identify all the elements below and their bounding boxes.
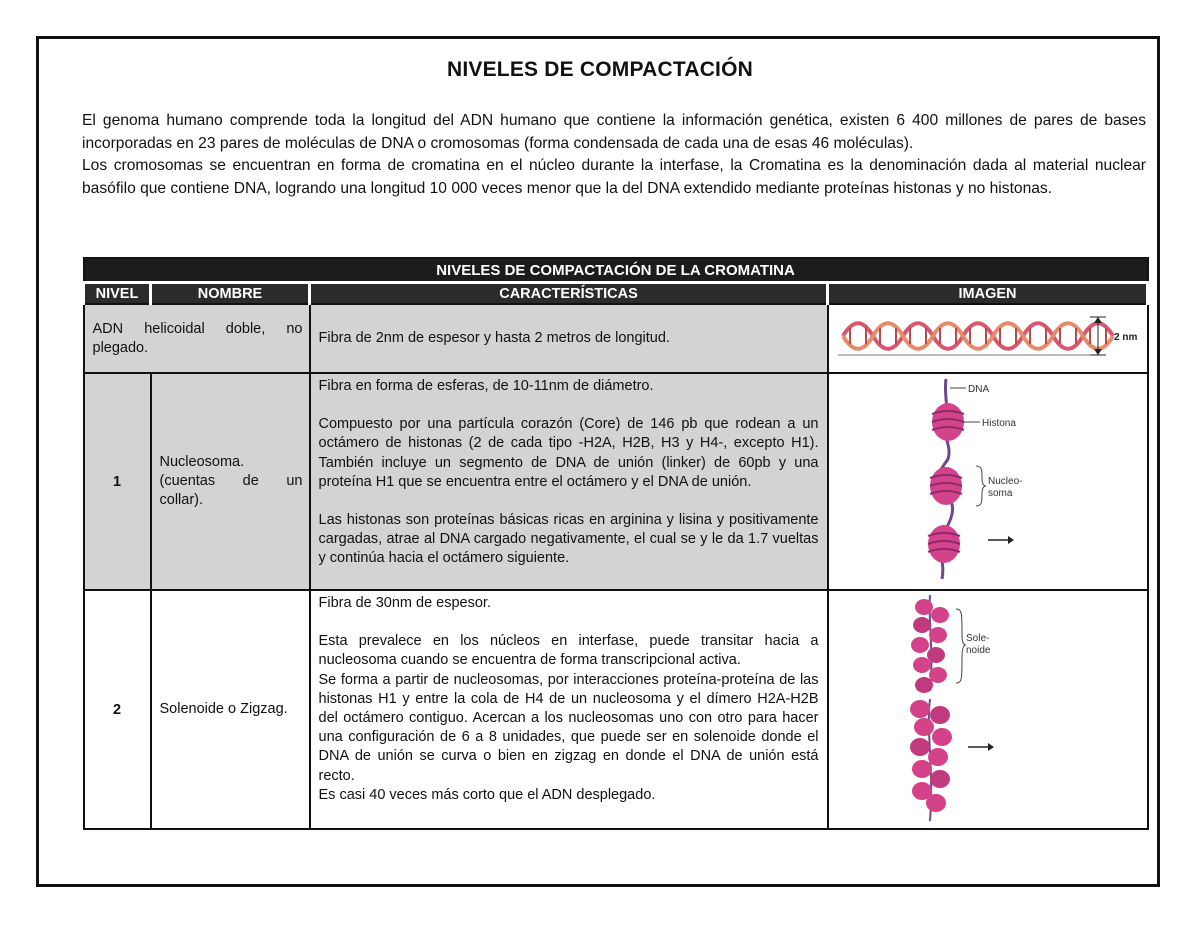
- header-caracteristicas: CARACTERÍSTICAS: [310, 283, 828, 305]
- table-caption: NIVELES DE COMPACTACIÓN DE LA CROMATINA: [84, 258, 1148, 283]
- dna-scale-label: 2 nm: [1113, 332, 1137, 343]
- row2-caracteristicas: [310, 590, 828, 829]
- header-nombre: NOMBRE: [151, 283, 310, 305]
- row1-caracteristicas: [310, 373, 828, 590]
- solenoide-label-1: Sole-: [965, 633, 989, 644]
- row1-nivel: 1: [84, 373, 151, 590]
- row0-carac-line: Fibra de 2nm de espesor y hasta 2 metros de longitud.: [318, 330, 670, 347]
- histone-bead-2: [930, 467, 962, 505]
- solenoid-bracket: [956, 609, 966, 683]
- chromatin-table: [82, 257, 1149, 830]
- row1-carac-p1: Fibra en forma de esferas, de 10-11nm de diámetro.: [318, 378, 654, 394]
- nucleosoma-label-2: soma: [987, 488, 1012, 499]
- header-imagen: IMAGEN: [828, 283, 1148, 305]
- row2-nombre: Solenoide o Zigzag.: [151, 590, 310, 829]
- row1-carac-p3: Las histonas son proteínas básicas ricas en arginina y lisina y positivamente cargadas, atrae al DNA cargado negativamente, el cual se y le da 1.7 vueltas y continúa hacia el octámero siguiente.: [318, 512, 819, 567]
- row0-caracteristicas: [310, 304, 828, 373]
- histona-label: Histona: [981, 418, 1016, 429]
- dna-helix-strands: [838, 323, 1113, 355]
- table-row: [84, 373, 1148, 590]
- table-row: [84, 304, 1148, 373]
- nucleosoma-label-1: Nucleo-: [987, 476, 1022, 487]
- scale-arrow-icon: [1090, 317, 1106, 355]
- row1-image: [828, 373, 1148, 590]
- dna-label: DNA: [967, 384, 989, 395]
- row2-carac-p3: Se forma a partir de nucleosomas, por interacciones proteína-proteína de las histonas H1 y entre la cola de H4 de un nucleosoma y el dímero H2A-H2B del octámero contiguo. Acercan a los nucleosomas uno con otro para hacer una configuración de 6 a 8 unidades, que puede ser en solenoide donde el DNA de unión se curva o bien en zigzag en donde el DNA de unión está recto.: [318, 671, 819, 784]
- header-nivel: NIVEL: [84, 283, 151, 305]
- row2-carac-p1: Fibra de 30nm de espesor.: [318, 595, 491, 611]
- dna-helix-illustration: [838, 311, 1138, 361]
- row1-carac-p2: Compuesto por una partícula corazón (Core) de 146 pb que rodean a un octámero de histonas (2 de cada tipo -H2A, H2B, H3 y H4-, excepto H1). También incluye un segmento de DNA de unión (linker) de 60pb y una proteína H1 que se encuentra entre el octámero y el DNA de unión.: [318, 416, 819, 490]
- intro-paragraph-2: Los cromosomas se encuentran en forma de cromatina en el núcleo durante la interfase, la Cromatina es la denominación dada al material nuclear basófilo que contiene DNA, logrando una longitud 10 000 veces menor que la del DNA extendido mediante proteínas histonas y no histonas.: [82, 157, 1146, 197]
- histone-bead-3: [928, 525, 960, 563]
- page-title: NIVELES DE COMPACTACIÓN: [446, 58, 753, 81]
- intro-text: [82, 110, 1146, 200]
- row2-nivel: 2: [84, 590, 151, 829]
- row2-carac-p4: Es casi 40 veces más corto que el ADN desplegado.: [318, 786, 656, 803]
- intro-paragraph-1: El genoma humano comprende toda la longitud del ADN humano que contiene la información genética, existen 6 400 millones de pares de bases incorporadas en 23 pares de moléculas de DNA o cromosomas (forma condensada de cada una de esas 46 moléculas).: [82, 112, 1146, 152]
- row0-nombre: ADN helicoidal doble, no plegado.: [84, 304, 310, 373]
- row2-carac-p2: Esta prevalece en los núcleos en interfase, puede transitar hacia a nucleosoma cuando se encuentra de forma transcripcional activa.: [318, 633, 819, 669]
- table-row: [84, 590, 1148, 829]
- arrow-right-icon: [968, 743, 994, 751]
- arrow-right-icon: [988, 536, 1014, 544]
- solenoid-illustration: [868, 591, 1108, 823]
- row1-nombre: Nucleosoma. (cuentas de un collar).: [151, 373, 310, 590]
- solenoid-fiber-bottom: [910, 699, 952, 821]
- row2-image: [828, 590, 1148, 829]
- row0-image: [828, 304, 1148, 373]
- nucleosome-illustration: [868, 374, 1108, 584]
- solenoid-fiber-top: [911, 595, 949, 693]
- histone-bead-1: [932, 403, 964, 441]
- solenoide-label-2: noide: [965, 645, 990, 656]
